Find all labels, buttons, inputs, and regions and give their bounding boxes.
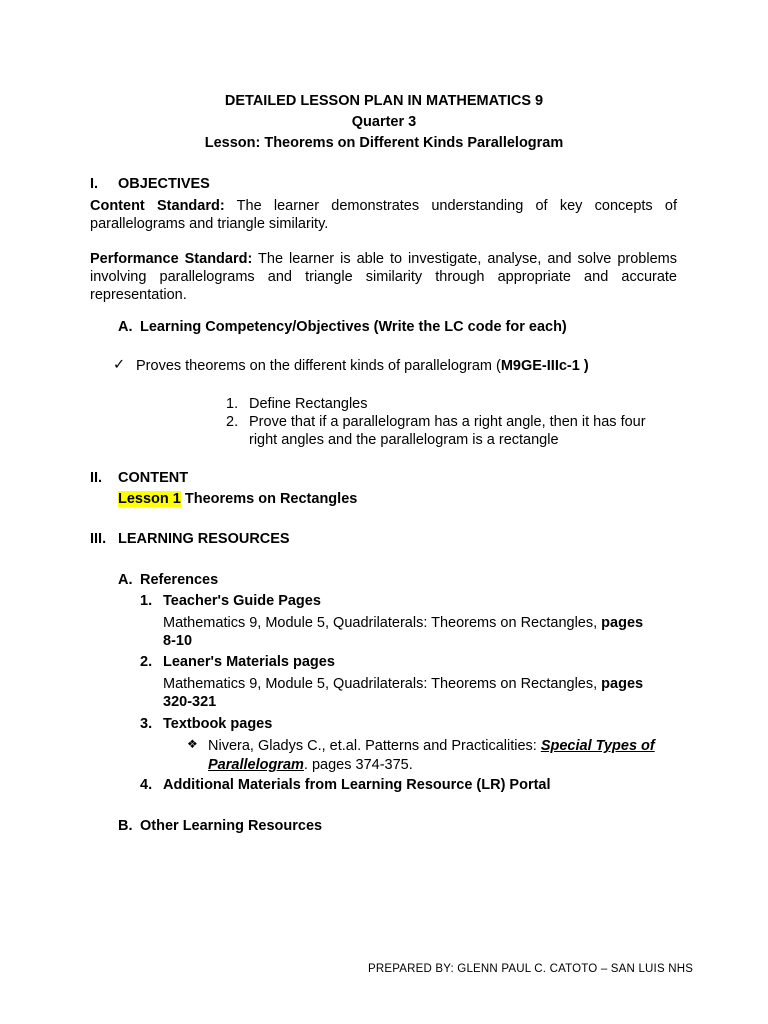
document-title: DETAILED LESSON PLAN IN MATHEMATICS 9 (224, 93, 544, 109)
other-resources-heading: Other Learning Resources (140, 818, 323, 834)
reference-pages-label: pages (601, 615, 644, 631)
lesson-name: Theorems on Rectangles (180, 491, 358, 507)
objectives-heading: OBJECTIVES (118, 176, 210, 192)
content-numeral: II. (90, 470, 103, 486)
sub-item-text: Prove that if a parallelogram has a right angle, then it has four (249, 414, 646, 430)
reference-pages: 8-10 (163, 633, 193, 649)
reference-number: 4. (140, 777, 153, 793)
reference-title: Textbook pages (163, 716, 273, 732)
objectives-numeral: I. (90, 176, 99, 192)
reference-text: Mathematics 9, Module 5, Quadrilaterals: Theorems on Rectangles, (163, 676, 598, 692)
prepared-by-footer: PREPARED BY: GLENN PAUL C. CATOTO – SAN LUIS NHS (368, 963, 694, 975)
reference-detail (163, 675, 677, 711)
content-standard-paragraph (90, 197, 677, 233)
reference-number: 3. (140, 716, 153, 732)
lesson-tag-highlight: Lesson 1 (118, 491, 181, 507)
resources-numeral: III. (90, 531, 107, 547)
performance-standard-text: The learner is able to investigate, analyse, and solve problems involving parallelograms and triangle similarity through appropriate and accurate representation. (90, 251, 677, 303)
references-letter: A. (118, 572, 133, 588)
diamond-bullet-icon: ❖ (187, 737, 198, 751)
competency-item-text: Proves theorems on the different kinds of parallelogram ( (136, 358, 501, 374)
content-standard-label: Content Standard: (90, 198, 225, 214)
reference-pages: 320-321 (163, 694, 217, 710)
performance-standard-label: Performance Standard: (90, 251, 253, 267)
reference-number: 2. (140, 654, 153, 670)
reference-text: Mathematics 9, Module 5, Quadrilaterals: Theorems on Rectangles, (163, 615, 598, 631)
reference-title: Teacher's Guide Pages (163, 593, 321, 609)
citation-book-title: Special Types of (540, 738, 655, 754)
sub-item-text-continued: right angles and the parallelogram is a rectangle (249, 432, 559, 448)
reference-title: Leaner's Materials pages (163, 654, 335, 670)
quarter-label: Quarter 3 (351, 114, 417, 130)
sub-item-number: 1. (226, 396, 239, 412)
citation-pages: . pages 374-375. (303, 757, 413, 773)
sub-item-text: Define Rectangles (249, 396, 368, 412)
competency-item (136, 358, 589, 374)
reference-number: 1. (140, 593, 153, 609)
citation-author: Nivera, Gladys C., et.al. Patterns and Practicalities: (208, 738, 541, 754)
sub-item-number: 2. (226, 414, 239, 430)
lesson-title: Lesson: Theorems on Different Kinds Parallelogram (204, 135, 564, 151)
textbook-citation (208, 737, 678, 775)
check-mark-icon: ✓ (113, 357, 126, 373)
competency-code: M9GE-IIIc-1 ) (500, 358, 589, 374)
reference-pages-label: pages (601, 676, 644, 692)
citation-book-title-continued: Parallelogram (208, 757, 304, 773)
content-lesson (118, 491, 357, 507)
references-heading: References (140, 572, 219, 588)
competency-heading: Learning Competency/Objectives (Write the LC code for each) (140, 319, 567, 335)
resources-heading: LEARNING RESOURCES (118, 531, 290, 547)
content-standard-text: The learner demonstrates understanding of key concepts of parallelograms and triangle similarity. (90, 198, 677, 232)
competency-letter: A. (118, 319, 133, 335)
other-resources-letter: B. (118, 818, 133, 834)
reference-detail (163, 614, 677, 650)
content-heading: CONTENT (118, 470, 189, 486)
performance-standard-paragraph (90, 250, 677, 304)
reference-title: Additional Materials from Learning Resource (LR) Portal (163, 777, 551, 793)
